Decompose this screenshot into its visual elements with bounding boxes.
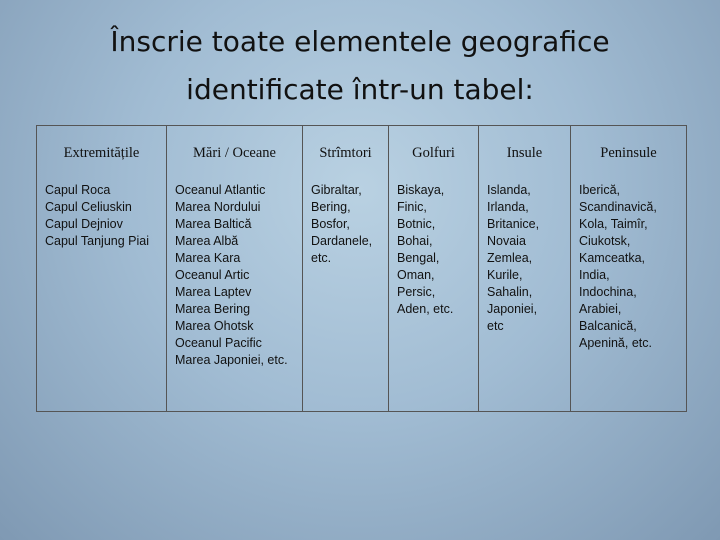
cell-strimtori: Gibraltar, Bering, Bosfor, Dardanele, etc. bbox=[303, 180, 389, 412]
cell-insule: Islanda, Irlanda, Britanice, Novaia Zemlea, Kurile, Sahalin, Japoniei, etc bbox=[479, 180, 571, 412]
cell-peninsule: Iberică, Scandinavică, Kola, Taimîr, Ciukotsk, Kamceatka, India, Indochina, Arabiei, Balcanică, Apenină, etc. bbox=[579, 183, 657, 350]
header-insule: Insule bbox=[479, 126, 571, 181]
cell-golfuri: Biskaya, Finic, Botnic, Bohai, Bengal, Oman, Persic, Aden, etc. bbox=[389, 180, 479, 412]
header-extremitati: Extremitățile bbox=[37, 126, 167, 181]
geography-table bbox=[36, 125, 687, 412]
header-strimtori: Strîmtori bbox=[303, 126, 389, 181]
slide-title bbox=[0, 18, 720, 114]
table-row bbox=[37, 180, 687, 412]
cell-extremitati: Capul Roca Capul Celiuskin Capul Dejniov Capul Tanjung Piai bbox=[37, 180, 167, 412]
cell-mari-oceane: Oceanul Atlantic Marea Nordului Marea Baltică Marea Albă Marea Kara Oceanul Artic Marea Laptev Marea Bering Marea Ohotsk Oceanul Pacific Marea Japoniei, etc. bbox=[167, 180, 303, 412]
table-header-row bbox=[37, 126, 687, 181]
title-line-2: identificate într-un tabel: bbox=[186, 73, 534, 106]
header-golfuri: Golfuri bbox=[389, 126, 479, 181]
header-peninsule: Peninsule bbox=[600, 144, 657, 161]
title-line-1: Înscrie toate elementele geografice bbox=[110, 25, 610, 58]
header-mari-oceane: Mări / Oceane bbox=[167, 126, 303, 181]
